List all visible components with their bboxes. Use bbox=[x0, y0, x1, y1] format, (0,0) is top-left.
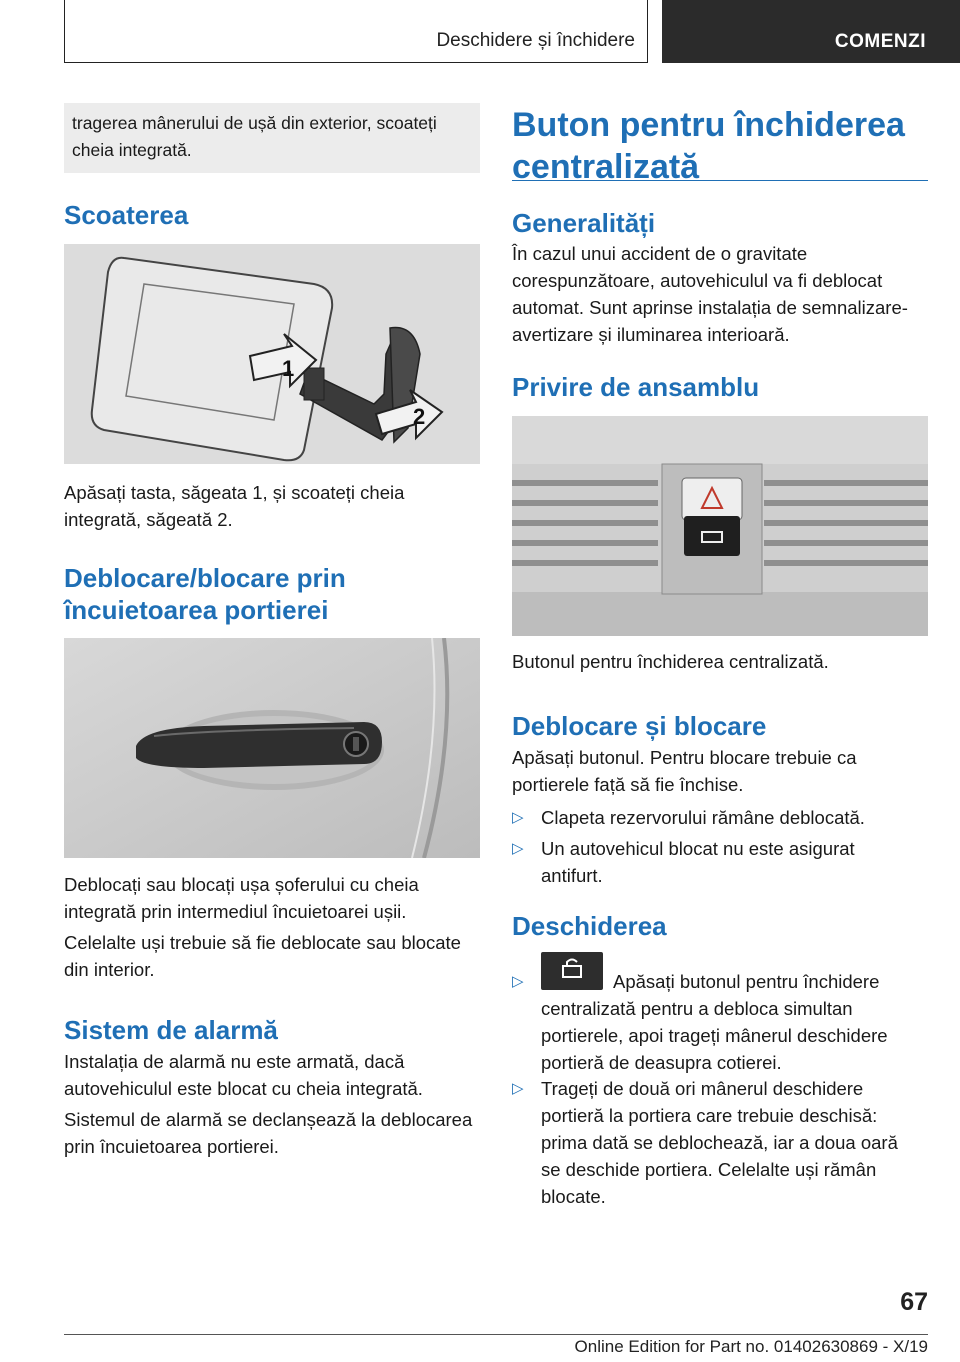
triangle-bullet-icon: ▷ bbox=[512, 1080, 524, 1097]
header-chapter-label: COMENZI bbox=[834, 31, 926, 52]
note-text: tragerea mânerului de ușă din exterior, scoateți cheia integrată. bbox=[72, 113, 437, 160]
header-section-box bbox=[64, 0, 648, 63]
bullet-text: Clapeta rezervorului rămâne deblocată. bbox=[541, 807, 865, 828]
triangle-bullet-icon: ▷ bbox=[512, 840, 524, 857]
header-chapter-tab bbox=[662, 0, 960, 63]
bullet-text: Trageți de două ori mânerul deschidere portieră la portiera care trebuie deschisă: prima dată se deblochează, iar a doua oară se deschide portiera. Celelalte uși rămân blocate. bbox=[541, 1078, 898, 1207]
heading-generalitati: Generalități bbox=[512, 208, 656, 238]
heading-deblocare-blocare-prin bbox=[64, 562, 480, 626]
heading-deschiderea: Deschiderea bbox=[512, 911, 667, 941]
privire-caption: Butonul pentru închiderea centralizată. bbox=[512, 651, 829, 672]
alarma-paragraph-1: Instalația de alarmă nu este armată, dacă autovehiculul este blocat cu cheia integrată. bbox=[64, 1051, 423, 1099]
key-removal-illustration bbox=[64, 244, 480, 464]
list-item bbox=[512, 835, 930, 889]
heading-scoaterea: Scoaterea bbox=[64, 200, 189, 230]
door-lock-photo bbox=[64, 638, 480, 858]
list-item bbox=[512, 952, 930, 1076]
deblocare-paragraph-1: Deblocați sau blocați ușa șoferului cu cheia integrată prin intermediul încuietoarei ușii. bbox=[64, 874, 419, 922]
deblocare-paragraph-2: Celelalte uși trebuie să fie deblocate sau blocate din interior. bbox=[64, 932, 461, 980]
header-section-title: Deschidere și închidere bbox=[436, 30, 635, 51]
generalitati-paragraph: În cazul unui accident de o gravitate corespunzătoare, autovehiculul va fi deblocat automat. Sunt aprinse instalația de semnalizare-avertizare și iluminarea interioară. bbox=[512, 243, 908, 345]
footer-divider bbox=[64, 1334, 928, 1335]
central-lock-button-photo bbox=[512, 416, 928, 636]
page-title-line1: Buton pentru închiderea bbox=[512, 106, 905, 144]
central-lock-button-icon bbox=[541, 952, 603, 990]
deblocare-blocare-paragraph: Apăsați butonul. Pentru blocare trebuie ca portierele față să fie închise. bbox=[512, 747, 857, 795]
heading-deblocare-si-blocare: Deblocare și blocare bbox=[512, 711, 767, 741]
list-item bbox=[512, 1075, 930, 1210]
heading-sistem-alarma: Sistem de alarmă bbox=[64, 1015, 278, 1045]
bullet-text: Un autovehicul blocat nu este asigurat antifurt. bbox=[541, 838, 855, 886]
page-title bbox=[512, 104, 928, 188]
caption-scoaterea: Apăsați tasta, săgeata 1, și scoateți cheia integrată, săgeată 2. bbox=[64, 482, 405, 530]
triangle-bullet-icon: ▷ bbox=[512, 973, 524, 990]
footer-edition-text: Online Edition for Part no. 01402630869 - X/19 bbox=[574, 1337, 928, 1356]
heading-deblocare-line2: încuietoarea portierei bbox=[64, 595, 329, 625]
heading-deblocare-line1: Deblocare/blocare prin bbox=[64, 563, 346, 593]
heading-privire-ansamblu: Privire de ansamblu bbox=[512, 372, 760, 402]
title-divider bbox=[512, 180, 928, 181]
bullet-text: Apăsați butonul pentru închidere centralizată pentru a debloca simultan portierele, apoi trageți mânerul deschidere portieră de deasupra cotierei. bbox=[541, 971, 888, 1073]
illustration-label-1: 1 bbox=[282, 356, 295, 381]
note-box bbox=[64, 103, 480, 173]
page-number: 67 bbox=[900, 1288, 928, 1316]
triangle-bullet-icon: ▷ bbox=[512, 809, 524, 826]
page-title-line2: centralizată bbox=[512, 148, 700, 186]
alarma-paragraph-2: Sistemul de alarmă se declanșează la deblocarea prin încuietoarea portierei. bbox=[64, 1109, 473, 1157]
list-item bbox=[512, 804, 930, 831]
illustration-label-2: 2 bbox=[413, 404, 426, 429]
